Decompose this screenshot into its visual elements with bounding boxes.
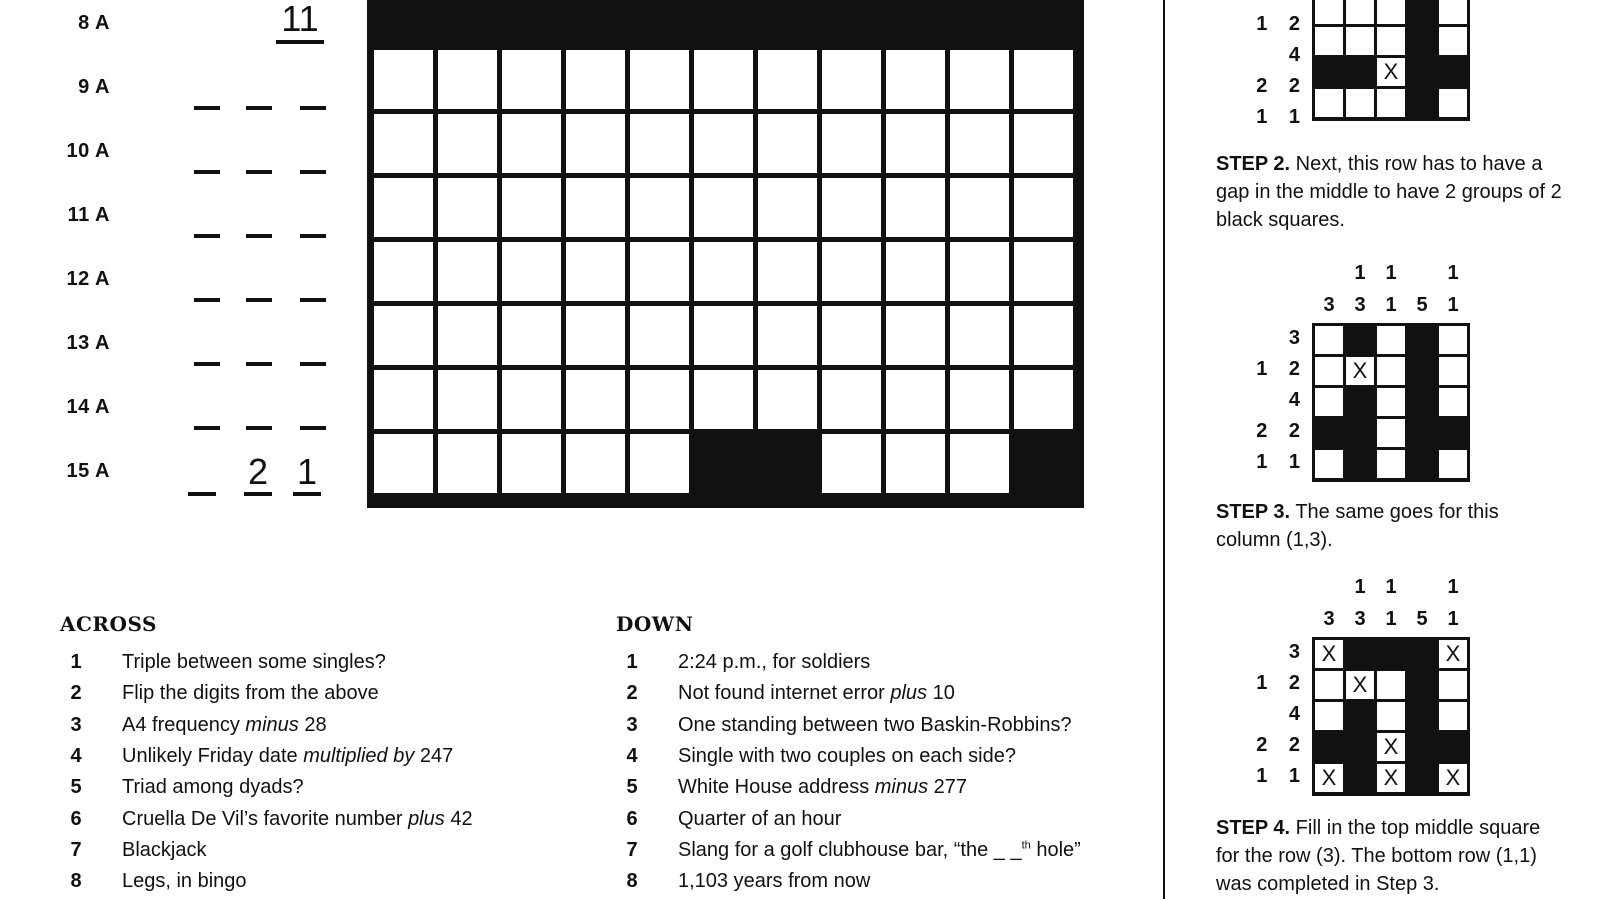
mini-cell [1408,388,1436,416]
mini-cell [1315,450,1343,478]
mini-cell [1439,702,1467,730]
grid-cell[interactable] [694,178,753,237]
grid-cell[interactable] [374,242,433,301]
mini-cell [1346,733,1374,761]
grid-cell[interactable] [886,114,945,173]
answer-blank[interactable] [194,426,220,430]
grid-cell[interactable] [630,306,689,365]
mini-cell [1439,388,1467,416]
mini-cell [1315,326,1343,354]
grid-cell[interactable] [1014,50,1073,109]
grid-cell[interactable] [950,306,1009,365]
answer-blank[interactable] [300,234,326,238]
grid-cell[interactable] [374,178,433,237]
grid-cell[interactable] [502,178,561,237]
mini-cell [1408,450,1436,478]
grid-cell[interactable] [950,434,1009,493]
mini-row-clue: 4 [1288,44,1308,66]
mini-col-clue: 3 [1323,608,1335,630]
mini-cell [1439,419,1467,447]
answer-blank[interactable] [194,170,220,174]
clue-text: Quarter of an hour [678,807,842,830]
row-label-9a: 9 A [78,76,110,98]
answer-15a-line-3 [293,492,321,496]
clue-text: One standing between two Baskin-Robbins? [678,713,1072,736]
column-divider [1163,0,1165,899]
answer-blank[interactable] [300,170,326,174]
clue-number: 5 [626,776,638,799]
mini-row-clue: 1 1 [1256,451,1308,473]
row-label-12a: 12 A [66,268,110,290]
grid-cell[interactable] [438,242,497,301]
grid-cell[interactable] [694,242,753,301]
answer-8a-digits: 11 [281,0,319,39]
mini-cell [1346,0,1374,24]
grid-cell[interactable] [630,178,689,237]
grid-cell[interactable] [886,178,945,237]
grid-cell[interactable] [886,306,945,365]
mini-col-clue: 1 [1385,294,1397,316]
mini-cell [1377,671,1405,699]
mini-cell: X [1439,764,1467,792]
mini-cell [1315,58,1343,86]
grid-cell[interactable] [1014,370,1073,429]
step-2-label: STEP 2. [1216,153,1291,175]
answer-blank[interactable] [300,426,326,430]
clue-number: 3 [70,713,82,736]
mini-row-clue: 3 [1288,327,1308,349]
mini-cell [1408,419,1436,447]
mini-cell [1439,733,1467,761]
mini-col-clue: 5 [1416,294,1428,316]
clue-text: Flip the digits from the above [122,682,379,705]
mini-cell [1439,0,1467,24]
clue-text: Triple between some singles? [122,651,386,673]
clue-number: 8 [626,870,638,893]
mini-col-clue: 5 [1416,608,1428,630]
step-4-label: STEP 4. [1216,817,1291,839]
mini-cell [1346,419,1374,447]
across-heading: ACROSS [60,612,157,636]
step-2-body: Next, this row has to have a gap in the middle to have 2 groups of 2 black squares. [1216,153,1562,231]
answer-blank[interactable] [246,362,272,366]
mini-row-clue: 2 2 [1256,75,1308,97]
grid-cell[interactable] [1014,178,1073,237]
mini-cell [1408,764,1436,792]
answer-blank[interactable] [194,234,220,238]
clue-text: Cruella De Vil’s favorite number plus 42 [122,807,473,830]
step-3-body: The same goes for this column (1,3). [1216,501,1499,551]
mini-col-clue: 1 [1354,262,1366,284]
answer-blank[interactable] [246,106,272,110]
row-label-15a: 15 A [66,460,110,482]
grid-cell[interactable] [566,306,625,365]
answer-15a-line-2 [244,492,272,496]
clue-text: A4 frequency minus 28 [122,713,327,736]
clue-number: 4 [70,744,82,767]
grid-cell[interactable] [630,434,689,493]
answer-blank[interactable] [194,298,220,302]
grid-cell[interactable] [950,370,1009,429]
grid-cell[interactable] [566,50,625,109]
mini-cell [1346,450,1374,478]
mini-cell [1377,27,1405,55]
clue-text: Triad among dyads? [122,776,304,799]
grid-cell[interactable] [950,242,1009,301]
grid-cell[interactable] [694,434,753,493]
mini-col-clue: 1 [1385,262,1397,284]
mini-cell [1377,388,1405,416]
mini-grid [1312,637,1470,796]
grid-cell[interactable] [758,370,817,429]
mini-cell [1377,702,1405,730]
mini-cell [1408,733,1436,761]
row-label-13a: 13 A [66,332,110,354]
grid-cell[interactable] [1014,242,1073,301]
answer-blank[interactable] [194,362,220,366]
mini-row-clue: 2 2 [1256,734,1308,756]
grid-cell[interactable] [502,370,561,429]
clue-text: Single with two couples on each side? [678,744,1016,767]
step-2-text [1216,150,1566,234]
mini-col-clue: 3 [1354,294,1366,316]
mini-cell [1346,89,1374,117]
answer-blank[interactable] [300,362,326,366]
grid-cell[interactable] [758,50,817,109]
mini-col-clue: 1 [1385,576,1397,598]
mini-cell [1377,89,1405,117]
grid-cell[interactable] [822,434,881,493]
clue-number: 8 [70,870,82,893]
grid-cell[interactable] [822,306,881,365]
grid-cell[interactable] [886,370,945,429]
grid-cell[interactable] [886,242,945,301]
mini-row-clue: 1 1 [1256,765,1308,787]
grid-cell[interactable] [950,50,1009,109]
mini-cell [1408,671,1436,699]
mini-cell [1346,764,1374,792]
grid-cell[interactable] [438,306,497,365]
mini-cell: X [1377,733,1405,761]
mini-col-clue: 3 [1354,608,1366,630]
grid-cell[interactable] [630,370,689,429]
mini-cell [1408,0,1436,24]
grid-cell[interactable] [758,306,817,365]
grid-cell[interactable] [630,242,689,301]
mini-cell [1408,326,1436,354]
grid-cell[interactable] [886,50,945,109]
row-label-10a: 10 A [66,140,110,162]
grid-cell[interactable] [694,370,753,429]
grid-cell[interactable] [566,434,625,493]
clue-number: 6 [626,807,638,830]
clue-number: 2 [626,682,638,705]
mini-cell [1315,419,1343,447]
grid-cell[interactable] [694,306,753,365]
mini-grid [1312,0,1470,121]
mini-row-clue: 1 2 [1256,13,1308,35]
mini-cell: X [1346,357,1374,385]
answer-15a-slot-1[interactable] [188,454,216,496]
answer-15a-digit-2: 2 [247,451,269,492]
grid-cell[interactable] [758,434,817,493]
grid-cell[interactable] [438,50,497,109]
mini-cell [1315,27,1343,55]
mini-cell [1408,640,1436,668]
mini-cell [1377,419,1405,447]
grid-cell[interactable] [502,50,561,109]
down-heading: DOWN [616,612,694,636]
clue-number: 7 [70,838,82,861]
grid-cell[interactable] [1014,114,1073,173]
mini-cell [1439,357,1467,385]
grid-cell[interactable] [1014,306,1073,365]
mini-cell [1439,326,1467,354]
mini-cell [1377,450,1405,478]
grid-cell[interactable] [886,434,945,493]
mini-cell [1346,640,1374,668]
grid-cell[interactable] [758,178,817,237]
grid-cell[interactable] [438,434,497,493]
mini-cell: X [1346,671,1374,699]
clue-text: Blackjack [122,838,207,861]
mini-cell [1377,326,1405,354]
mini-cell [1315,388,1343,416]
mini-row-clue: 1 2 [1256,358,1308,380]
step-4-text [1216,814,1566,898]
row-label-14a: 14 A [66,396,110,418]
answer-blank[interactable] [194,106,220,110]
step-3-label: STEP 3. [1216,501,1291,523]
mini-col-clue: 1 [1354,576,1366,598]
mini-col-clue: 1 [1447,576,1459,598]
mini-cell [1315,0,1343,24]
answer-blank[interactable] [246,234,272,238]
grid-cell[interactable] [438,114,497,173]
grid-cell[interactable] [374,50,433,109]
clue-text: Unlikely Friday date multiplied by 247 [122,744,454,767]
grid-cell[interactable] [822,242,881,301]
mini-col-clue: 1 [1447,608,1459,630]
grid-cell[interactable] [566,114,625,173]
mini-col-clue: 1 [1447,262,1459,284]
answer-blank[interactable] [246,298,272,302]
clue-number: 2 [70,682,82,705]
grid-cell[interactable] [758,242,817,301]
mini-col-clue: 1 [1385,608,1397,630]
mini-cell: X [1315,640,1343,668]
mini-cell: X [1315,764,1343,792]
mini-cell [1346,27,1374,55]
mini-cell [1408,89,1436,117]
mini-cell [1408,702,1436,730]
mini-cell [1315,671,1343,699]
row-label-11a: 11 A [67,204,110,226]
mini-cell [1315,357,1343,385]
grid-cell[interactable] [502,306,561,365]
answer-15a-digit-3: 1 [296,451,318,492]
clue-number: 3 [626,713,638,736]
puzzle-grid [367,0,1084,508]
mini-cell [1439,58,1467,86]
mini-cell [1408,58,1436,86]
mini-cell [1346,58,1374,86]
grid-top-filled-row [367,0,1084,48]
answer-15a-digit-1 [188,454,216,490]
mini-cell [1439,450,1467,478]
grid-cell[interactable] [630,50,689,109]
answer-blank[interactable] [246,170,272,174]
grid-cell[interactable] [758,114,817,173]
grid-cell[interactable] [694,50,753,109]
grid-cell[interactable] [822,370,881,429]
mini-cell [1439,671,1467,699]
clue-text: 2:24 p.m., for soldiers [678,651,871,673]
mini-row-clue: 1 2 [1256,672,1308,694]
grid-cell[interactable] [1014,434,1073,493]
mini-cell [1408,357,1436,385]
clue-text: 1,103 years from now [678,870,871,893]
mini-cell: X [1439,640,1467,668]
mini-cell [1315,702,1343,730]
answer-15a-slot-3[interactable] [293,451,321,496]
mini-cell [1408,27,1436,55]
mini-row-clue: 2 2 [1256,420,1308,442]
grid-cell[interactable] [374,434,433,493]
mini-cell [1377,0,1405,24]
grid-cell[interactable] [502,434,561,493]
mini-cell [1377,357,1405,385]
clue-number: 4 [626,744,638,767]
mini-cell [1439,89,1467,117]
mini-row-clue: 1 1 [1256,106,1308,128]
grid-cell[interactable] [374,306,433,365]
answer-8a [276,0,324,44]
grid-cell[interactable] [438,178,497,237]
grid-cell[interactable] [374,370,433,429]
mini-col-clue: 3 [1323,294,1335,316]
clue-number: 7 [626,838,638,861]
grid-cell[interactable] [502,242,561,301]
answer-blank[interactable] [300,298,326,302]
grid-cell[interactable] [822,114,881,173]
grid-cell[interactable] [822,50,881,109]
grid-cell[interactable] [566,242,625,301]
answer-blank[interactable] [300,106,326,110]
clue-number: 6 [70,807,82,830]
mini-cell [1377,640,1405,668]
grid-cell[interactable] [950,178,1009,237]
clue-text: White House address minus 277 [678,776,968,799]
grid-cell[interactable] [950,114,1009,173]
clue-text: Slang for a golf clubhouse bar, “the _ _$^{th}$ hole” [678,838,1081,861]
mini-cell [1346,388,1374,416]
grid-cell[interactable] [694,114,753,173]
grid-cell[interactable] [502,114,561,173]
row-label-8a: 8 A [78,12,110,34]
mini-cell [1439,27,1467,55]
grid-cell[interactable] [374,114,433,173]
mini-cell: X [1377,58,1405,86]
clue-number: 1 [626,651,638,673]
clue-number: 5 [70,776,82,799]
answer-blank[interactable] [246,426,272,430]
mini-grid [1312,323,1470,482]
mini-cell [1346,702,1374,730]
grid-cell[interactable] [822,178,881,237]
clue-number: 1 [70,651,82,673]
mini-col-clue: 1 [1447,294,1459,316]
mini-cell [1346,326,1374,354]
clue-text: Legs, in bingo [122,870,247,893]
mini-cell [1315,733,1343,761]
step-3-text [1216,498,1566,554]
answer-15a-slot-2[interactable] [244,451,272,496]
grid-cell[interactable] [566,370,625,429]
answer-15a-line-1 [188,492,216,496]
mini-row-clue: 4 [1288,389,1308,411]
grid-cell[interactable] [630,114,689,173]
step-4-body: Fill in the top middle square for the row (3). The bottom row (1,1) was completed in Step 3. [1216,817,1541,895]
answer-8a-underline [276,40,324,44]
clue-text: Not found internet error plus 10 [678,682,955,705]
grid-cell[interactable] [438,370,497,429]
grid-cell[interactable] [566,178,625,237]
mini-cell: X [1377,764,1405,792]
mini-row-clue: 4 [1288,703,1308,725]
mini-row-clue: 3 [1288,641,1308,663]
mini-cell [1315,89,1343,117]
